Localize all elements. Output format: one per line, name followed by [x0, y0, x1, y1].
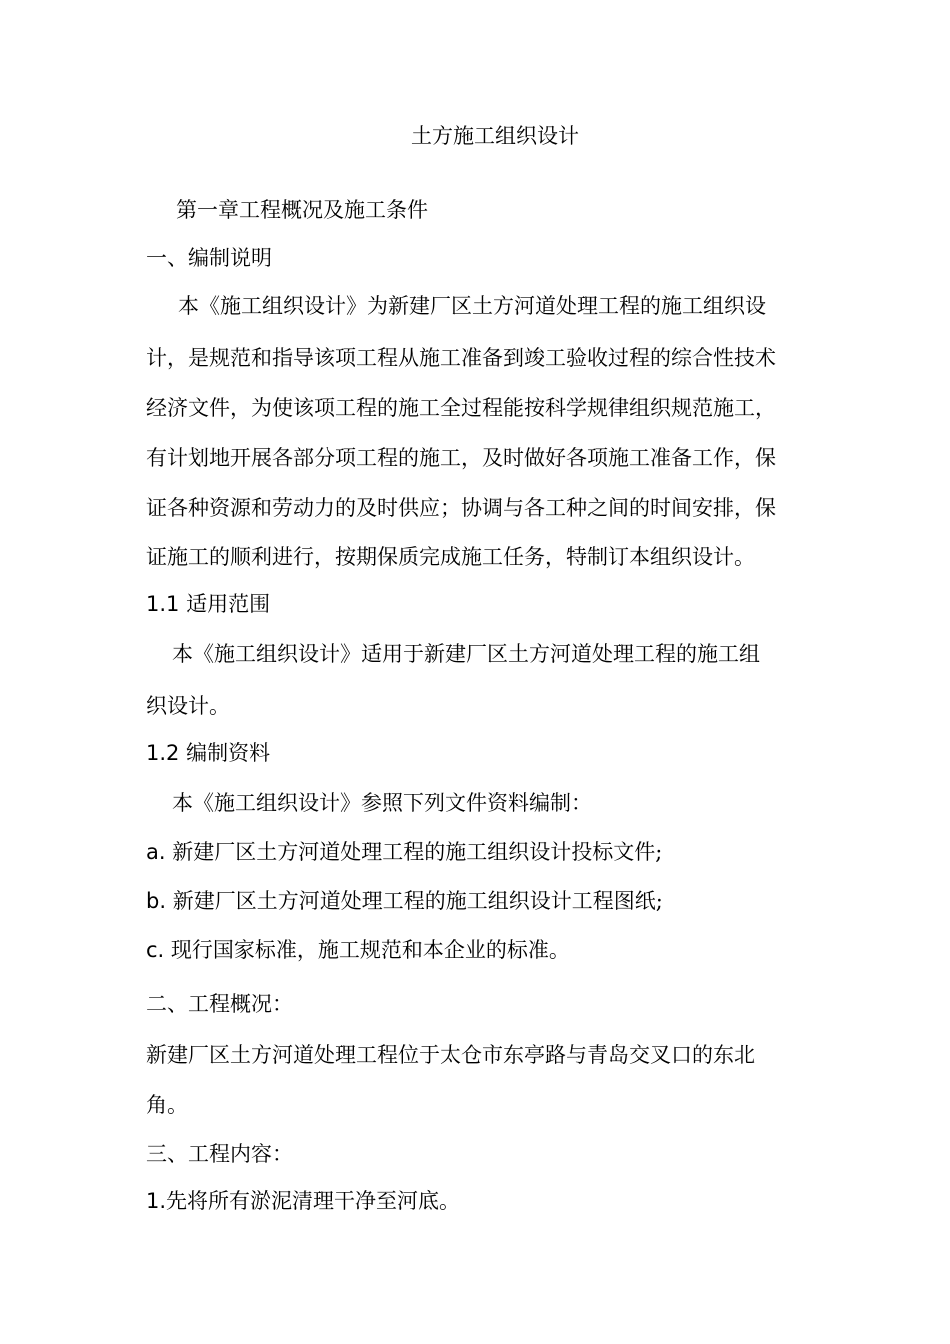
section-heading-compilation: 一、编制说明 [146, 246, 272, 270]
list-text: 新建厂区土方河道处理工程的施工组织设计投标文件; [172, 840, 663, 864]
section-heading-overview: 二、工程概况： [146, 992, 293, 1016]
list-item [146, 935, 570, 965]
paragraph-line: 角。 [146, 1093, 188, 1117]
paragraph-line: 证施工的顺利进行，按期保质完成施工任务，特制订本组织设计。 [146, 545, 755, 569]
list-marker: a. [146, 840, 166, 864]
section-heading-content: 三、工程内容： [146, 1142, 293, 1166]
list-item [146, 886, 663, 916]
paragraph-line: 织设计。 [146, 694, 230, 718]
paragraph-line: 证各种资源和劳动力的及时供应；协调与各工种之间的时间安排，保 [146, 496, 776, 520]
paragraph-line: 本《施工组织设计》适用于新建厂区土方河道处理工程的施工组 [172, 642, 760, 666]
subsection-number: 1.1 [146, 592, 180, 616]
subsection-title: 编制资料 [186, 741, 271, 765]
list-marker: c. [146, 938, 165, 962]
paragraph-line: 计，是规范和指导该项工程从施工准备到竣工验收过程的综合性技术 [146, 346, 776, 370]
chapter-heading: 第一章工程概况及施工条件 [176, 198, 428, 222]
subsection-heading-scope [146, 589, 270, 619]
list-marker: b. [146, 889, 167, 913]
list-text: 先将所有淤泥清理干净至河底。 [166, 1189, 461, 1213]
subsection-heading-materials [146, 738, 270, 768]
subsection-title: 适用范围 [186, 592, 271, 616]
document-title: 土方施工组织设计 [411, 124, 579, 148]
paragraph-line: 新建厂区土方河道处理工程位于太仓市东亭路与青岛交叉口的东北 [146, 1043, 755, 1067]
paragraph-line: 有计划地开展各部分项工程的施工，及时做好各项施工准备工作，保 [146, 446, 776, 470]
subsection-number: 1.2 [146, 741, 180, 765]
list-marker: 1. [146, 1189, 167, 1213]
list-text: 现行国家标准，施工规范和本企业的标准。 [170, 938, 570, 962]
list-item [146, 837, 662, 867]
paragraph-line: 本《施工组织设计》为新建厂区土方河道处理工程的施工组织设 [178, 294, 766, 318]
paragraph-line: 经济文件，为使该项工程的施工全过程能按科学规律组织规范施工， [146, 396, 776, 420]
list-item [146, 1186, 460, 1216]
list-text: 新建厂区土方河道处理工程的施工组织设计工程图纸; [172, 889, 663, 913]
paragraph-line: 本《施工组织设计》参照下列文件资料编制： [172, 791, 592, 815]
